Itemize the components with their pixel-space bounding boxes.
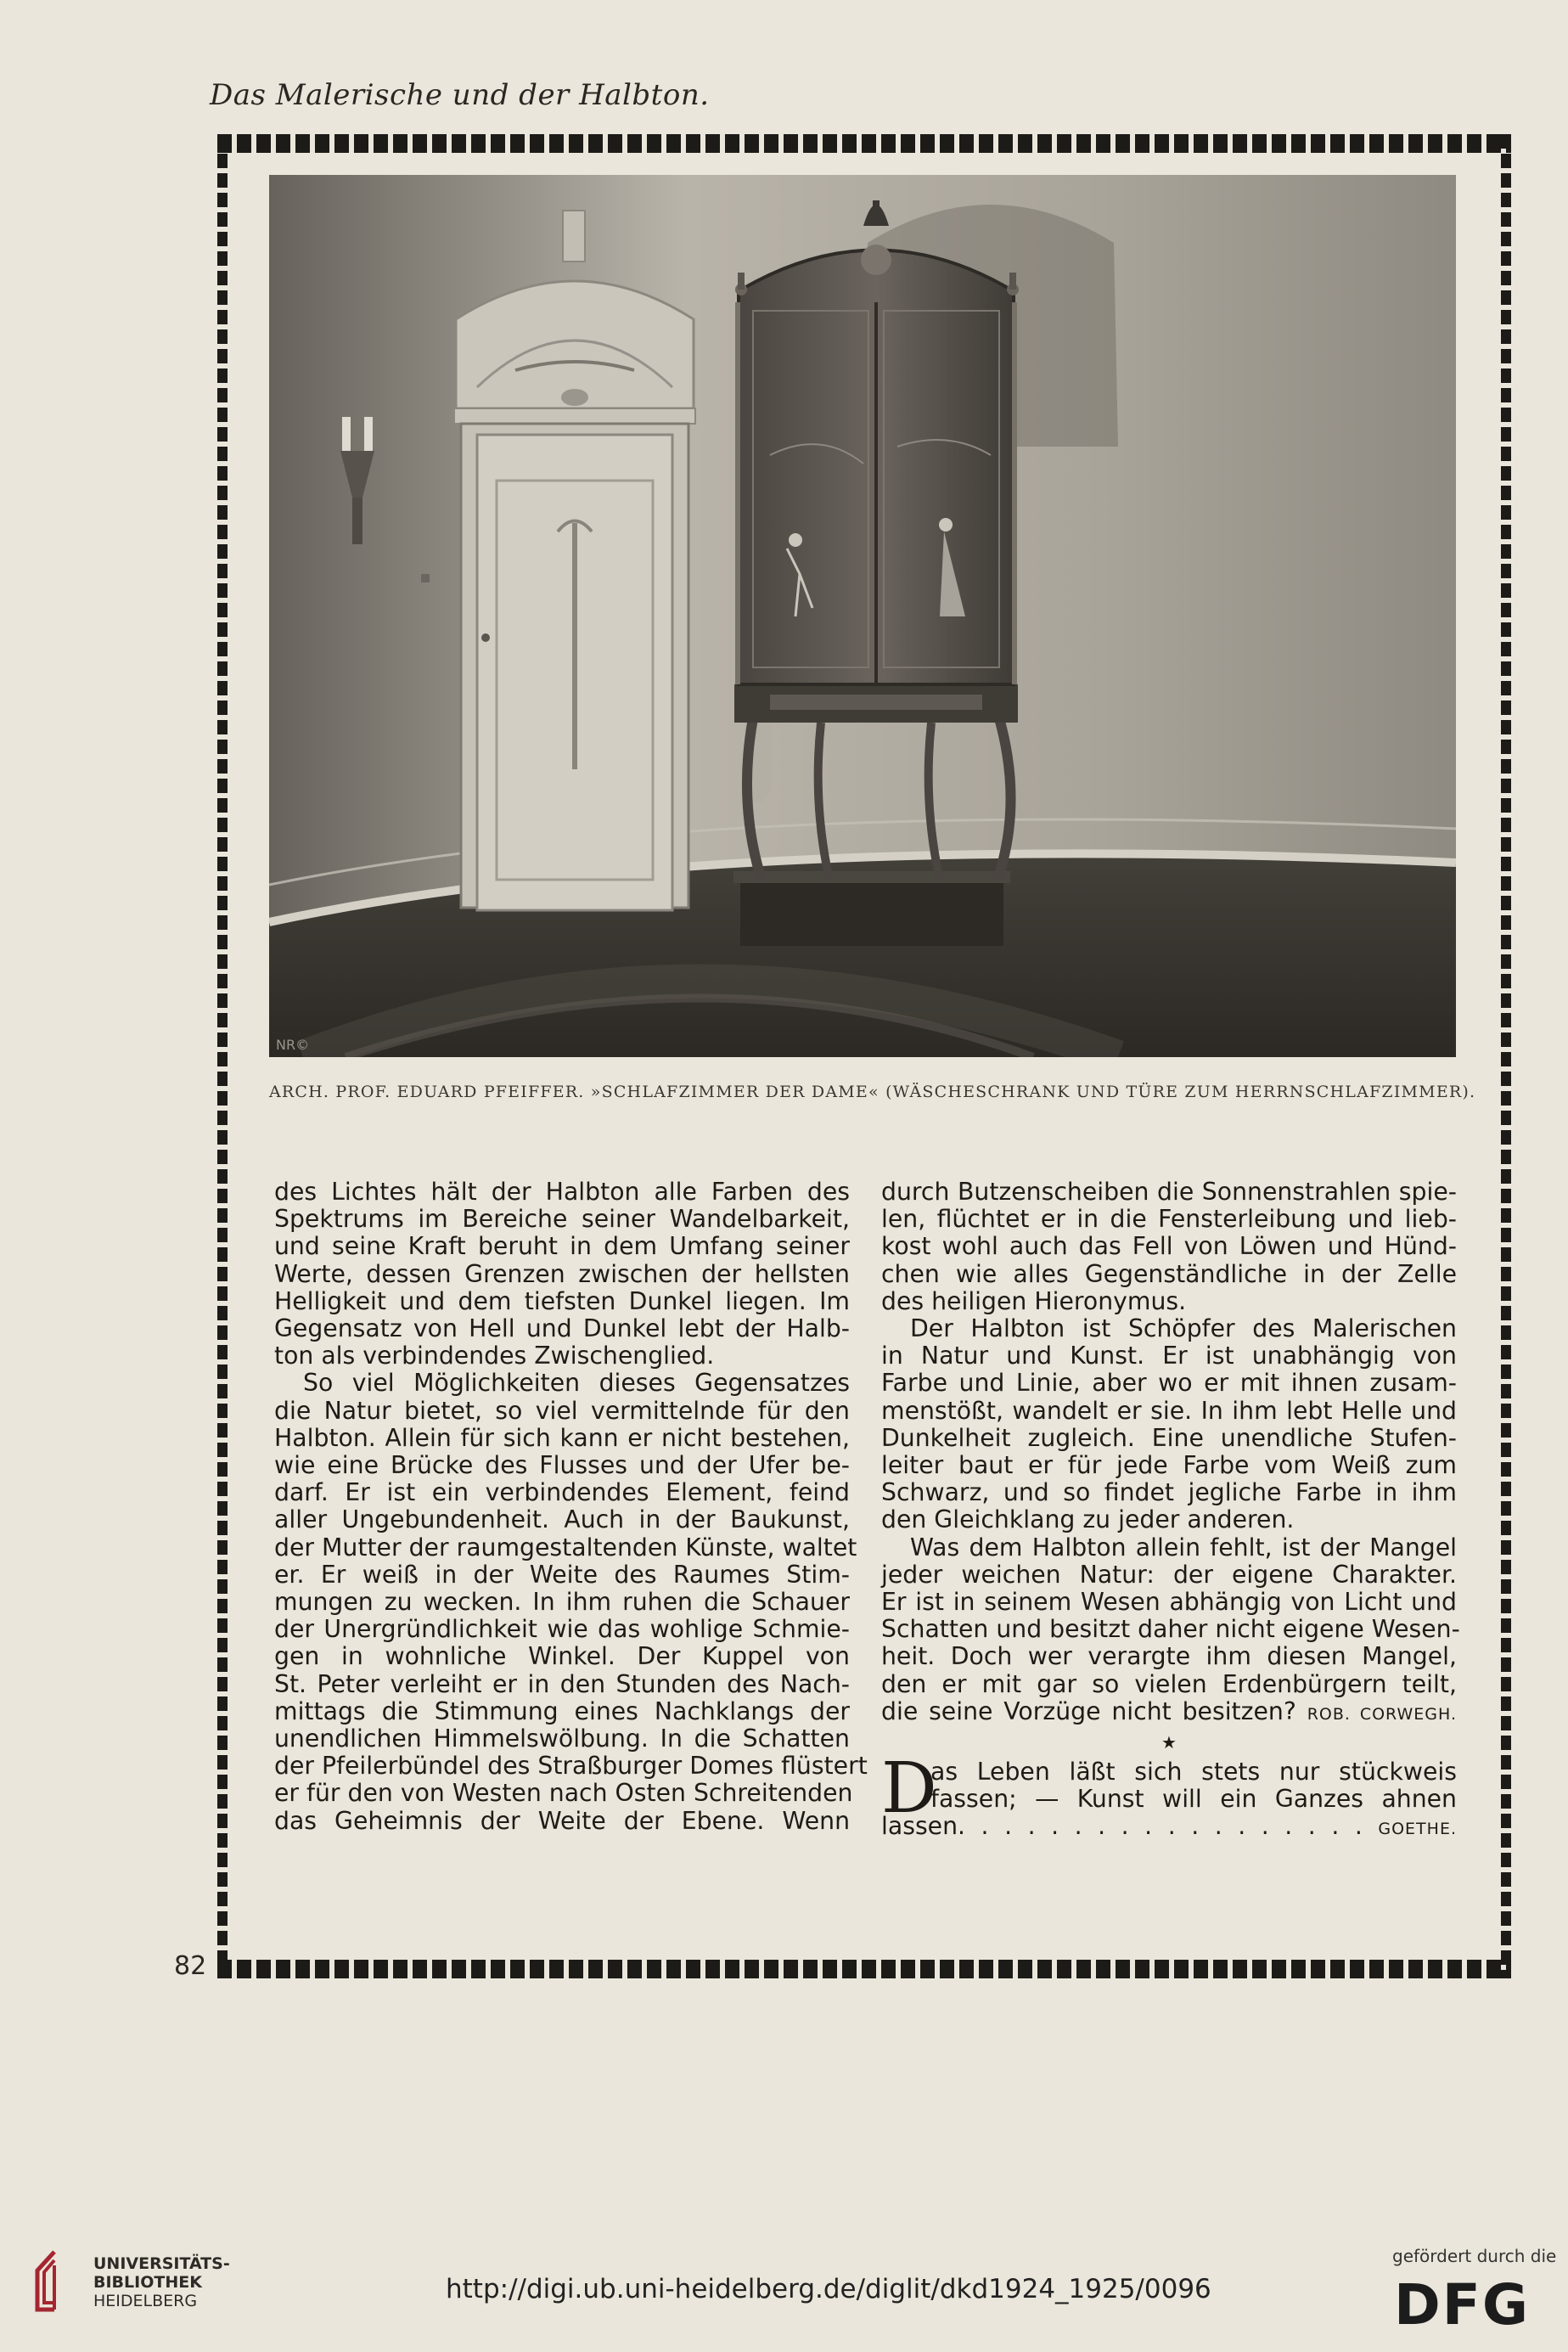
ornamental-frame-top: [217, 134, 1511, 153]
library-name-line: HEIDELBERG: [93, 2292, 198, 2310]
library-name-line: BIBLIOTHEK: [93, 2273, 202, 2292]
body-line: in Natur und Kunst. Er ist unabhängig von: [881, 1342, 1457, 1370]
body-line: wie eine Brücke des Flusses und der Ufer be-: [274, 1451, 850, 1480]
photo-caption: ARCH. PROF. EDUARD PFEIFFER. »SCHLAFZIMMER DER DAME« (WÄSCHESCHRANK UND TÜRE ZUM HERRNSCHLAFZIMMER).: [269, 1083, 1476, 1101]
running-head: Das Malerische und der Halbton.: [210, 78, 710, 112]
dfg-logo: DFG: [1394, 2272, 1531, 2338]
body-line: ton als verbindendes Zwischenglied.: [274, 1342, 715, 1370]
library-name: [93, 2254, 230, 2310]
sponsor-note: gefördert durch die: [1392, 2246, 1557, 2266]
quote-author: GOETHE.: [1378, 1820, 1457, 1839]
body-line: jeder weichen Natur: der eigene Charakter.: [881, 1560, 1457, 1589]
photo-monogram: NR©: [276, 1037, 310, 1053]
body-line: len, flüchtet er in die Fensterleibung und lieb-: [881, 1205, 1457, 1234]
quote-line: fassen; — Kunst will ein Ganzes ahnen: [930, 1785, 1457, 1814]
body-line: Gegensatz von Hell und Dunkel lebt der Halb-: [274, 1314, 850, 1343]
body-line: chen wie alles Gegenständliche in der Zelle: [881, 1259, 1457, 1288]
body-line: der Unergründlichkeit wie das wohlige Schmie-: [274, 1615, 850, 1644]
ornamental-frame-bottom: [217, 1960, 1511, 1978]
library-name-line: UNIVERSITÄTS-: [93, 2254, 230, 2273]
bedroom-photograph: [269, 175, 1456, 1057]
body-line: menstößt, wandelt er sie. In ihm lebt Helle und: [881, 1396, 1457, 1425]
body-line: er für den von Westen nach Osten Schreitenden: [274, 1779, 853, 1808]
body-line: St. Peter verleiht er in den Stunden des Nach-: [274, 1669, 850, 1698]
body-line: mungen zu wecken. In ihm ruhen die Schauer: [274, 1588, 850, 1617]
body-line: den er mit gar so vielen Erdenbürgern teilt,: [881, 1669, 1457, 1698]
quote-line-with-author: [881, 1813, 1457, 1843]
body-line: Dunkelheit zugleich. Eine unendliche Stufen-: [881, 1423, 1457, 1452]
page-number: 82: [174, 1951, 207, 1981]
goethe-quote: [881, 1748, 1457, 1843]
body-line: unendlichen Himmelswölbung. In die Schatten: [274, 1725, 850, 1753]
body-line: Halbton. Allein für sich kann er nicht bestehen,: [274, 1423, 850, 1452]
body-line: So viel Möglichkeiten dieses Gegensatzes: [303, 1369, 850, 1398]
body-line: die Natur bietet, so viel vermittelnde für den: [274, 1396, 850, 1425]
body-line: den Gleichklang zu jeder anderen.: [881, 1505, 1295, 1534]
body-line: der Mutter der raumgestaltenden Künste, waltet: [274, 1533, 857, 1561]
body-line-with-author: [881, 1698, 1457, 1728]
body-line: gen in wohnliche Winkel. Der Kuppel von: [274, 1642, 850, 1671]
body-text-left-column: [274, 1178, 868, 1835]
permalink-url[interactable]: http://digi.ub.uni-heidelberg.de/diglit/dkd1924_1925/0096: [446, 2274, 1211, 2304]
body-line: Helligkeit und dem tiefsten Dunkel liegen. Im: [274, 1286, 850, 1315]
body-line: und seine Kraft beruht in dem Umfang seiner: [274, 1232, 850, 1261]
ornamental-frame-right: [1501, 134, 1511, 1978]
body-line: mittags die Stimmung eines Nachklangs der: [274, 1696, 850, 1725]
body-line: Werte, dessen Grenzen zwischen der hellsten: [274, 1259, 850, 1288]
library-logo-icon: [32, 2248, 76, 2316]
body-line: kost wohl auch das Fell von Löwen und Hünd-: [881, 1232, 1457, 1261]
body-line: Er ist in seinem Wesen abhängig von Licht und: [881, 1588, 1457, 1617]
quote-line: as Leben läßt sich stets nur stückweis: [930, 1758, 1457, 1787]
body-line: Was dem Halbton allein fehlt, ist der Mangel: [910, 1533, 1457, 1561]
body-line: leiter baut er für jede Farbe vom Weiß zum: [881, 1451, 1457, 1480]
star-separator: ★: [1161, 1732, 1177, 1753]
body-line: das Geheimnis der Weite der Ebene. Wenn: [274, 1806, 850, 1835]
body-line: heit. Doch wer verargte ihm diesen Mangel,: [881, 1642, 1457, 1671]
body-line: darf. Er ist ein verbindendes Element, feind: [274, 1478, 850, 1507]
body-line: er. Er weiß in der Weite des Raumes Stim-: [274, 1560, 850, 1589]
body-line: des Lichtes hält der Halbton alle Farben des: [274, 1178, 850, 1206]
body-line: Farbe und Linie, aber wo er mit ihnen zusam-: [881, 1369, 1457, 1398]
body-line: Schatten und besitzt daher nicht eigene Wesen-: [881, 1615, 1460, 1644]
body-text-right-column: [881, 1178, 1460, 1843]
photograph-image: [269, 175, 1456, 1057]
body-line: Schwarz, und so findet jegliche Farbe in ihm: [881, 1478, 1457, 1507]
quote-line: lassen. . . . . . . . . . . . . . . . . .: [881, 1812, 1363, 1841]
body-line: aller Ungebundenheit. Auch in der Baukunst,: [274, 1505, 850, 1534]
body-line: der Pfeilerbündel des Straßburger Domes flüstert: [274, 1752, 868, 1781]
drop-cap: D: [881, 1748, 937, 1830]
body-line: durch Butzenscheiben die Sonnenstrahlen spie-: [881, 1178, 1457, 1206]
body-line: Spektrums im Bereiche seiner Wandelbarkeit,: [274, 1205, 850, 1234]
author-signature: ROB. CORWEGH.: [1307, 1704, 1457, 1724]
body-line: die seine Vorzüge nicht besitzen?: [881, 1696, 1296, 1725]
ornamental-frame-left: [217, 134, 228, 1978]
body-line: Der Halbton ist Schöpfer des Malerischen: [910, 1314, 1457, 1343]
body-line: des heiligen Hieronymus.: [881, 1286, 1187, 1315]
